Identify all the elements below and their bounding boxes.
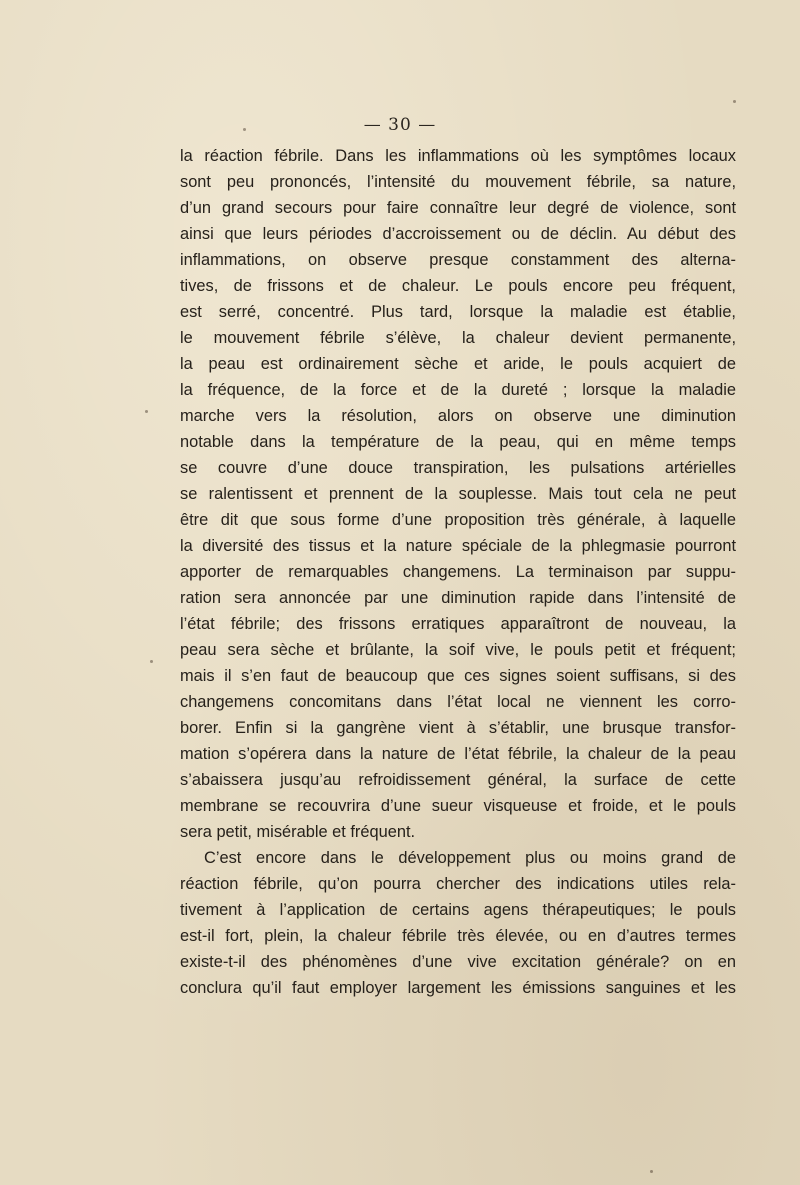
text-line: sera petit, misérable et fréquent. — [180, 823, 416, 841]
text-line: borer. Enfin si la gangrène vient à s’établir, une brusque transfor- — [180, 719, 736, 737]
text-line: ration sera annoncée par une diminution rapide dans l’intensité de — [180, 589, 736, 607]
text-line: est-il fort, plein, la chaleur fébrile très élevée, ou en d’autres termes — [180, 927, 736, 945]
text-line: tivement à l’application de certains agens thérapeutiques; le pouls — [180, 901, 736, 919]
text-line: tives, de frissons et de chaleur. Le pouls encore peu fréquent, — [180, 277, 736, 295]
text-line: membrane se recouvrira d’une sueur visqueuse et froide, et le pouls — [180, 797, 736, 815]
text-line: la fréquence, de la force et de la dureté ; lorsque la maladie — [180, 381, 736, 399]
text-line: ainsi que leurs périodes d’accroissement ou de déclin. Au début des — [180, 225, 736, 243]
ink-speck — [150, 660, 153, 663]
text-line: notable dans la température de la peau, qui en même temps — [180, 433, 736, 451]
text-line: le mouvement fébrile s’élève, la chaleur devient permanente, — [180, 329, 736, 347]
text-line: réaction fébrile, qu’on pourra chercher des indications utiles rela- — [180, 875, 736, 893]
ink-speck — [145, 410, 148, 413]
text-line: d’un grand secours pour faire connaître leur degré de violence, sont — [180, 199, 736, 217]
text-line: être dit que sous forme d’une proposition très générale, à laquelle — [180, 511, 736, 529]
text-line: est serré, concentré. Plus tard, lorsque la maladie est établie, — [180, 303, 736, 321]
text-line: l’état fébrile; des frissons erratiques apparaîtront de nouveau, la — [180, 615, 736, 633]
text-line: inflammations, on observe presque constamment des alterna- — [180, 251, 736, 269]
text-line: sont peu prononcés, l’intensité du mouvement fébrile, sa nature, — [180, 173, 736, 191]
text-line: peau sera sèche et brûlante, la soif vive, le pouls petit et fréquent; — [180, 641, 736, 659]
ink-speck — [650, 1170, 653, 1173]
text-line: s’abaissera jusqu’au refroidissement général, la surface de cette — [180, 771, 736, 789]
text-line: se couvre d’une douce transpiration, les pulsations artérielles — [180, 459, 736, 477]
text-line: la réaction fébrile. Dans les inflammations où les symptômes locaux — [180, 147, 736, 165]
text-line: conclura qu’il faut employer largement les émissions sanguines et les — [180, 979, 736, 997]
page-number: — 30 — — [363, 115, 437, 135]
ink-speck — [733, 100, 736, 103]
text-line: existe-t-il des phénomènes d’une vive excitation générale? on en — [180, 953, 736, 971]
text-line: la peau est ordinairement sèche et aride, le pouls acquiert de — [180, 355, 736, 373]
body-text — [180, 143, 736, 1001]
text-line: changemens concomitans dans l’état local ne viennent les corro- — [180, 693, 736, 711]
text-line: C’est encore dans le développement plus ou moins grand de — [204, 849, 736, 867]
text-line: la diversité des tissus et la nature spéciale de la phlegmasie pourront — [180, 537, 736, 555]
text-line: se ralentissent et prennent de la souplesse. Mais tout cela ne peut — [180, 485, 736, 503]
text-line: mais il s’en faut de beaucoup que ces signes soient suffisans, si des — [180, 667, 736, 685]
text-line: mation s’opérera dans la nature de l’état fébrile, la chaleur de la peau — [180, 745, 736, 763]
text-line: marche vers la résolution, alors on observe une diminution — [180, 407, 736, 425]
text-line: apporter de remarquables changemens. La terminaison par suppu- — [180, 563, 736, 581]
